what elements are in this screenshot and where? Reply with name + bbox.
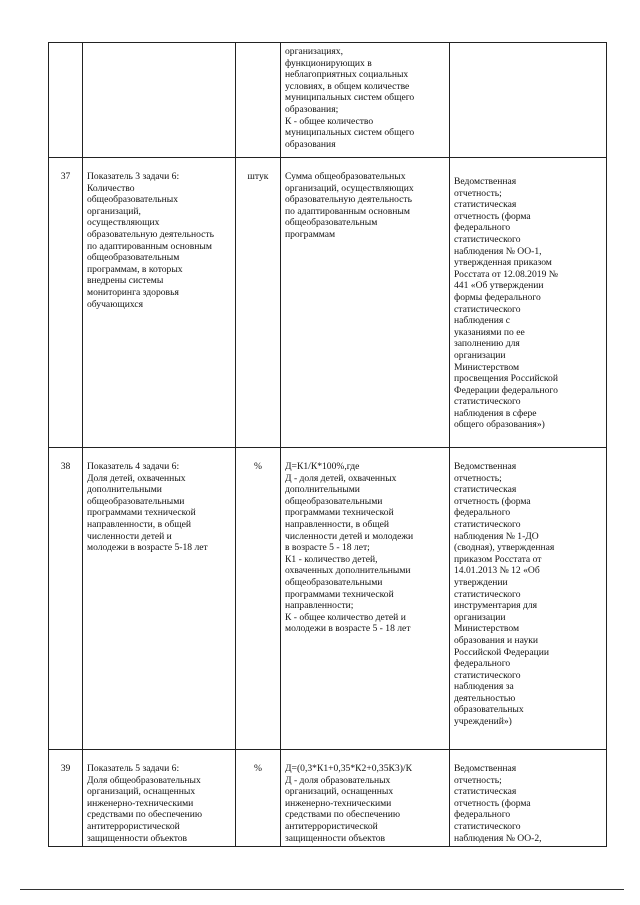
indicator-cell: Показатель 4 задачи 6: Доля детей, охваченных дополнительными общеобразовательными программами технической направленности, в общей численности детей и молодежи в возрасте 5-18 лет <box>83 448 236 750</box>
row-number: 37 <box>49 158 83 448</box>
unit-cell: % <box>236 750 281 847</box>
page-bottom-rule <box>20 889 624 890</box>
unit-cell: % <box>236 448 281 750</box>
unit-cell <box>236 43 281 158</box>
indicator-cell: Показатель 3 задачи 6: Количество общеобразовательных организаций, осуществляющих образовательную деятельность по адаптированным основным общеобразовательным программам, в которых внедрены системы мониторинга здоровья обучающихся <box>83 158 236 448</box>
source-cell: Ведомственная отчетность; статистическая отчетность (форма федерального статистического наблюдения № 1-ДО (сводная), утвержденная приказом Росстата от 14.01.2013 № 12 «Об утверждении статистического инструментария для организации Министерством образования и науки Российской Федерации федерального статистического наблюдения за деятельностью образовательных учреждений») <box>450 448 607 750</box>
row-number: 39 <box>49 750 83 847</box>
source-cell: Ведомственная отчетность; статистическая отчетность (форма федерального статистического наблюдения № ОО-2, <box>450 750 607 847</box>
table-row <box>49 43 607 158</box>
method-cell: организациях, функционирующих в неблагоприятных социальных условиях, в общем количестве муниципальных систем общего образования; К - общее количество муниципальных систем общего образования <box>281 43 450 158</box>
source-cell: Ведомственная отчетность; статистическая отчетность (форма федерального статистического наблюдения № ОО-1, утвержденная приказом Росстата от 12.08.2019 № 441 «Об утверждении формы федерального статистического наблюдения с указаниями по ее заполнению для организации Министерством просвещения Российской Федерации федерального статистического наблюдения в сфере общего образования») <box>450 158 607 448</box>
method-cell: Д=К1/К*100%,где Д - доля детей, охваченных дополнительными общеобразовательными программами технической направленности, в общей численности детей и молодежи в возрасте 5 - 18 лет; К1 - количество детей, охваченных дополнительными общеобразовательными программами технической направленности; К - общее количество детей и молодежи в возрасте 5 - 18 лет <box>281 448 450 750</box>
table-row <box>49 448 607 750</box>
method-cell: Д=(0,3*К1+0,35*К2+0,35К3)/К Д - доля образовательных организаций, оснащенных инженерно-техническими средствами по обеспечению антитеррористической защищенности объектов <box>281 750 450 847</box>
unit-cell: штук <box>236 158 281 448</box>
row-number <box>49 43 83 158</box>
indicators-table <box>48 42 607 847</box>
indicator-cell <box>83 43 236 158</box>
indicator-cell: Показатель 5 задачи 6: Доля общеобразовательных организаций, оснащенных инженерно-техническими средствами по обеспечению антитеррористической защищенности объектов <box>83 750 236 847</box>
table-row <box>49 158 607 448</box>
source-cell <box>450 43 607 158</box>
row-number: 38 <box>49 448 83 750</box>
table-row <box>49 750 607 847</box>
method-cell: Сумма общеобразовательных организаций, осуществляющих образовательную деятельность по адаптированным основным общеобразовательным программам <box>281 158 450 448</box>
